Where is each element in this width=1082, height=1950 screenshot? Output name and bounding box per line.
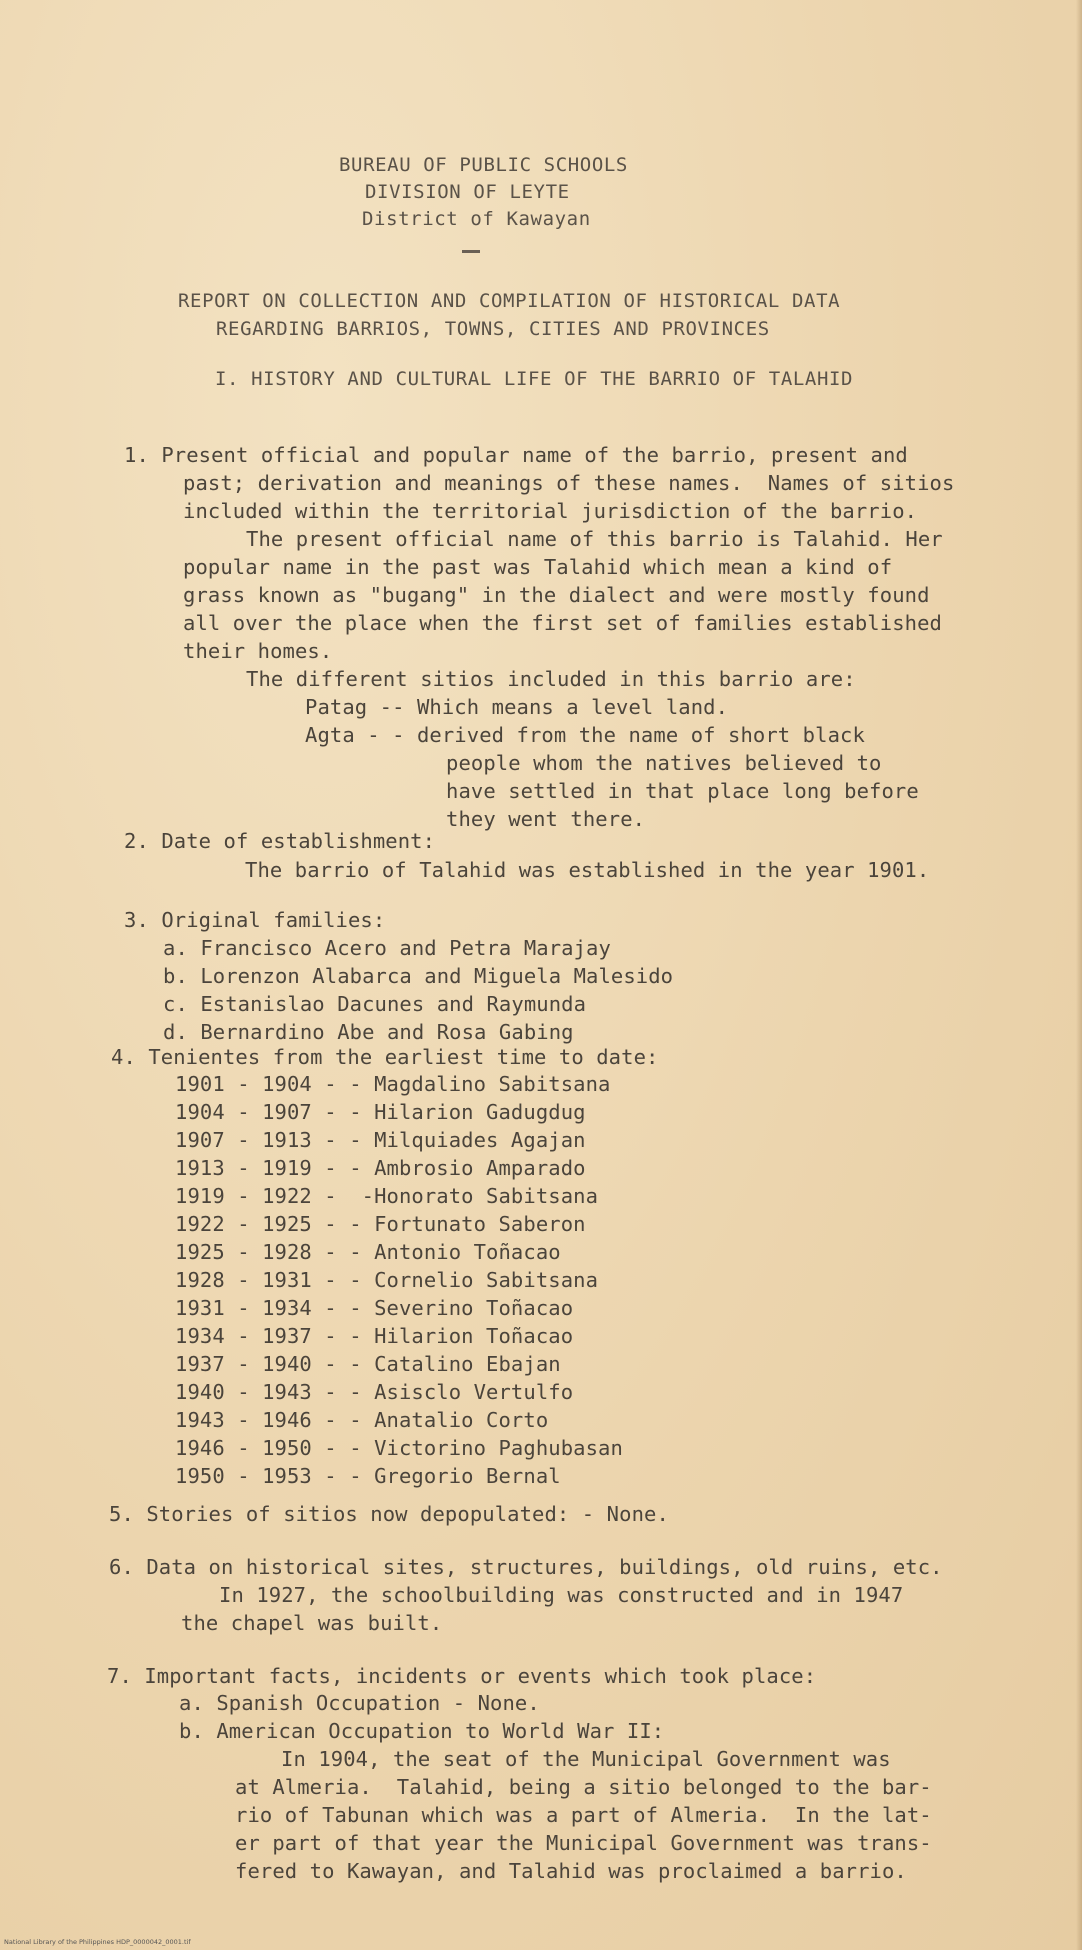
teniente-row: 1922 - 1925 - - Fortunato Saberon	[175, 1212, 586, 1236]
teniente-row: 1940 - 1943 - - Asisclo Vertulfo	[175, 1380, 574, 1404]
family-row: a. Francisco Acero and Petra Marajay	[163, 936, 611, 960]
sitio-agta-line2: people whom the natives believed to	[446, 751, 882, 775]
item1-answer-line5: their homes.	[183, 639, 333, 663]
teniente-row: 1901 - 1904 - - Magdalino Sabitsana	[175, 1072, 611, 1096]
item1-question-line2: past; derivation and meanings of these names. Names of sitios	[183, 471, 955, 495]
sitio-agta-line1: Agta - - derived from the name of short black	[305, 723, 865, 747]
sitios-intro: The different sitios included in this barrio are:	[246, 667, 856, 691]
item1-answer-line4: all over the place when the first set of families established	[183, 611, 942, 635]
teniente-row: 1928 - 1931 - - Cornelio Sabitsana	[175, 1268, 599, 1292]
item7-spanish: a. Spanish Occupation - None.	[179, 1691, 540, 1715]
teniente-row: 1904 - 1907 - - Hilarion Gadugdug	[175, 1100, 586, 1124]
report-title-line1: REPORT ON COLLECTION AND COMPILATION OF HISTORICAL DATA	[178, 290, 841, 312]
division-heading: DIVISION OF LEYTE	[365, 181, 570, 203]
item2-question: 2. Date of establishment:	[124, 829, 436, 853]
sitio-patag: Patag -- Which means a level land.	[305, 695, 729, 719]
item1-answer-line1: The present official name of this barrio is Talahid. Her	[246, 527, 943, 551]
teniente-row: 1943 - 1946 - - Anatalio Corto	[175, 1408, 549, 1432]
item1-answer-line3: grass known as "bugang" in the dialect and were mostly found	[183, 583, 930, 607]
item7-american-line5: fered to Kawayan, and Talahid was proclaimed a barrio.	[235, 1859, 907, 1883]
header-divider	[462, 250, 480, 253]
item7-question: 7. Important facts, incidents or events which took place:	[107, 1664, 817, 1688]
teniente-row: 1934 - 1937 - - Hilarion Toñacao	[175, 1324, 574, 1348]
item7-american-line4: er part of that year the Municipal Government was trans-	[235, 1831, 932, 1855]
item7-american-line1: In 1904, the seat of the Municipal Government was	[281, 1747, 891, 1771]
item7-american-line3: rio of Tabunan which was a part of Almeria. In the lat-	[235, 1803, 932, 1827]
bureau-heading: BUREAU OF PUBLIC SCHOOLS	[339, 154, 628, 176]
teniente-row: 1913 - 1919 - - Ambrosio Amparado	[175, 1156, 586, 1180]
family-row: c. Estanislao Dacunes and Raymunda	[163, 992, 587, 1016]
family-row: d. Bernardino Abe and Rosa Gabing	[163, 1020, 574, 1044]
item7-american-line2: at Almeria. Talahid, being a sitio belonged to the bar-	[235, 1775, 932, 1799]
item7-american: b. American Occupation to World War II:	[179, 1719, 665, 1743]
item4-question: 4. Tenientes from the earliest time to date:	[111, 1045, 659, 1069]
teniente-row: 1931 - 1934 - - Severino Toñacao	[175, 1296, 574, 1320]
sitio-agta-line4: they went there.	[446, 807, 646, 831]
item1-answer-line2: popular name in the past was Talahid which mean a kind of	[183, 555, 893, 579]
archive-footer: National Library of the Philippines HDP_0000042_0001.tif	[4, 1938, 191, 1946]
item3-question: 3. Original families:	[124, 908, 386, 932]
item1-question-line1: 1. Present official and popular name of the barrio, present and	[124, 443, 908, 467]
item1-question-line3: included within the territorial jurisdiction of the barrio.	[183, 499, 918, 523]
item6-question: 6. Data on historical sites, structures, buildings, old ruins, etc.	[109, 1555, 943, 1579]
report-title-line2: REGARDING BARRIOS, TOWNS, CITIES AND PROVINCES	[216, 318, 770, 340]
teniente-row: 1919 - 1922 - -Honorato Sabitsana	[175, 1184, 599, 1208]
teniente-row: 1925 - 1928 - - Antonio Toñacao	[175, 1240, 561, 1264]
item6-answer-line2: the chapel was built.	[181, 1611, 443, 1635]
teniente-row: 1950 - 1953 - - Gregorio Bernal	[175, 1464, 561, 1488]
section-title: I. HISTORY AND CULTURAL LIFE OF THE BARRIO OF TALAHID	[215, 368, 854, 390]
family-row: b. Lorenzon Alabarca and Miguela Malesido	[163, 964, 674, 988]
teniente-row: 1907 - 1913 - - Milquiades Agajan	[175, 1128, 586, 1152]
teniente-row: 1946 - 1950 - - Victorino Paghubasan	[175, 1436, 623, 1460]
district-heading: District of Kawayan	[362, 208, 591, 230]
page-edge-shadow	[1076, 0, 1082, 1950]
item2-answer: The barrio of Talahid was established in the year 1901.	[245, 858, 930, 882]
teniente-row: 1937 - 1940 - - Catalino Ebajan	[175, 1352, 561, 1376]
item5-question: 5. Stories of sitios now depopulated: - None.	[109, 1502, 669, 1526]
item6-answer-line1: In 1927, the schoolbuilding was constructed and in 1947	[219, 1583, 904, 1607]
sitio-agta-line3: have settled in that place long before	[446, 779, 919, 803]
